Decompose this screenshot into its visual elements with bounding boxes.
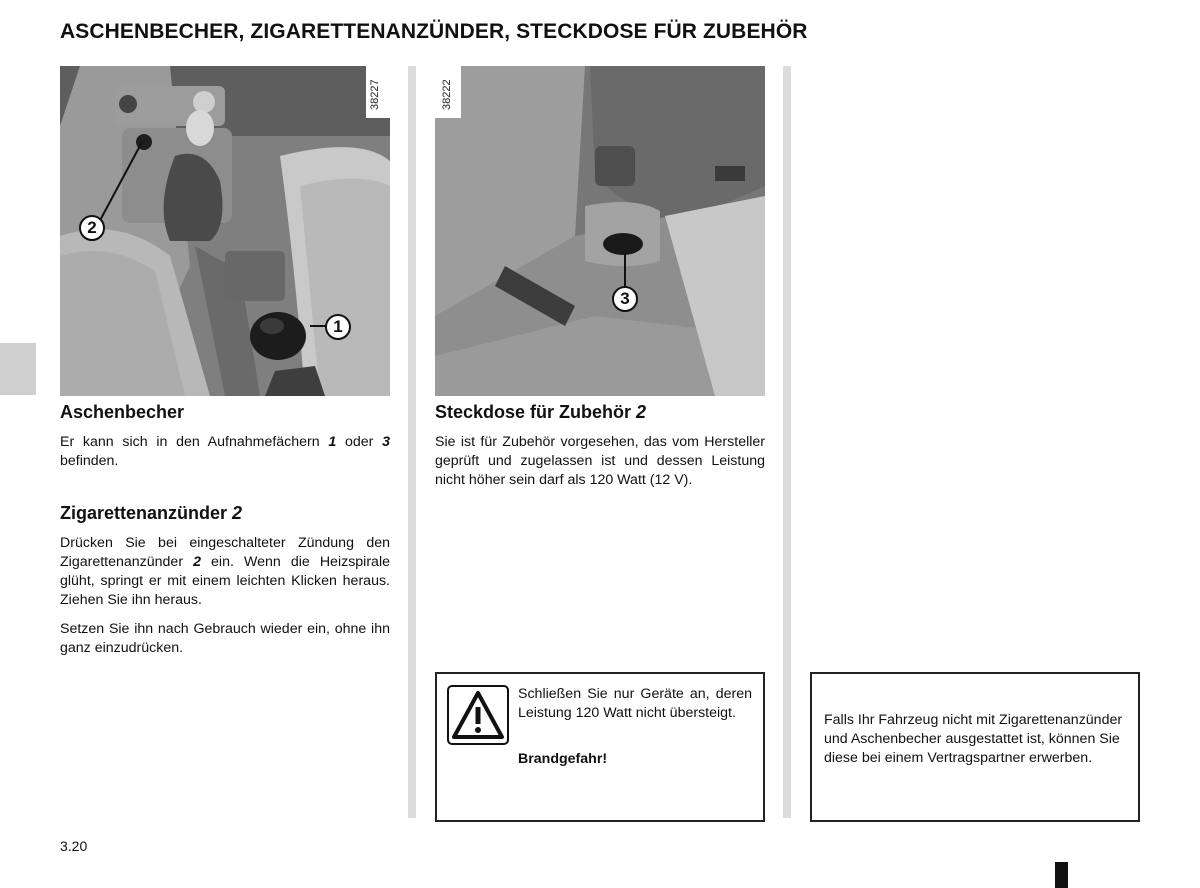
figure-rear-socket <box>435 66 765 396</box>
column-divider-right <box>783 66 791 818</box>
figure-ashtray-console <box>60 66 390 396</box>
callout-1: 1 <box>325 314 351 340</box>
warning-text: Schließen Sie nur Geräte an, deren Leistung 120 Watt nicht übersteigt. <box>518 686 752 721</box>
ashtray-text: Er kann sich in den Aufnahmefächern 1 oder 3 befinden. <box>60 434 390 469</box>
warning-emphasis: Brandgefahr! <box>518 751 608 767</box>
note-box <box>810 672 1140 822</box>
column-divider-left <box>408 66 416 818</box>
heading-ashtray: Aschenbecher <box>60 402 185 422</box>
note-text: Falls Ihr Fahrzeug nicht mit Zigarettenanzünder und Aschenbecher ausgestattet ist, können Sie diese bei einem Vertragspartner erwerben. <box>824 712 1123 766</box>
figure-number: 38227 <box>369 79 381 110</box>
warning-icon <box>447 685 509 745</box>
page-title: ASCHENBECHER, ZIGARETTENANZÜNDER, STECKDOSE FÜR ZUBEHÖR <box>60 20 808 43</box>
figure-number: 38222 <box>441 79 453 110</box>
console-photo <box>60 66 390 396</box>
lighter-text-1: Drücken Sie bei eingeschalteter Zündung den Zigarettenanzünder 2 ein. Wenn die Heizspirale glüht, springt er mit einem leichten Klicken heraus. Ziehen Sie ihn heraus. <box>60 535 390 608</box>
callout-3: 3 <box>612 286 638 312</box>
socket-text: Sie ist für Zubehör vorgesehen, das vom Hersteller geprüft und zugelassen ist und dessen Leistung nicht höher sein darf als 120 Watt (12 V). <box>435 434 765 488</box>
heading-socket: Steckdose für Zubehör 2 <box>435 402 647 422</box>
chapter-tab <box>0 343 36 395</box>
page-edge-marker <box>1055 862 1068 888</box>
lighter-text-2: Setzen Sie ihn nach Gebrauch wieder ein, ohne ihn ganz einzudrücken. <box>60 621 390 656</box>
page-number: 3.20 <box>60 838 88 854</box>
rear-socket-photo <box>435 66 765 396</box>
warning-box <box>435 672 765 822</box>
callout-2: 2 <box>79 215 105 241</box>
heading-lighter: Zigarettenanzünder 2 <box>60 503 243 523</box>
